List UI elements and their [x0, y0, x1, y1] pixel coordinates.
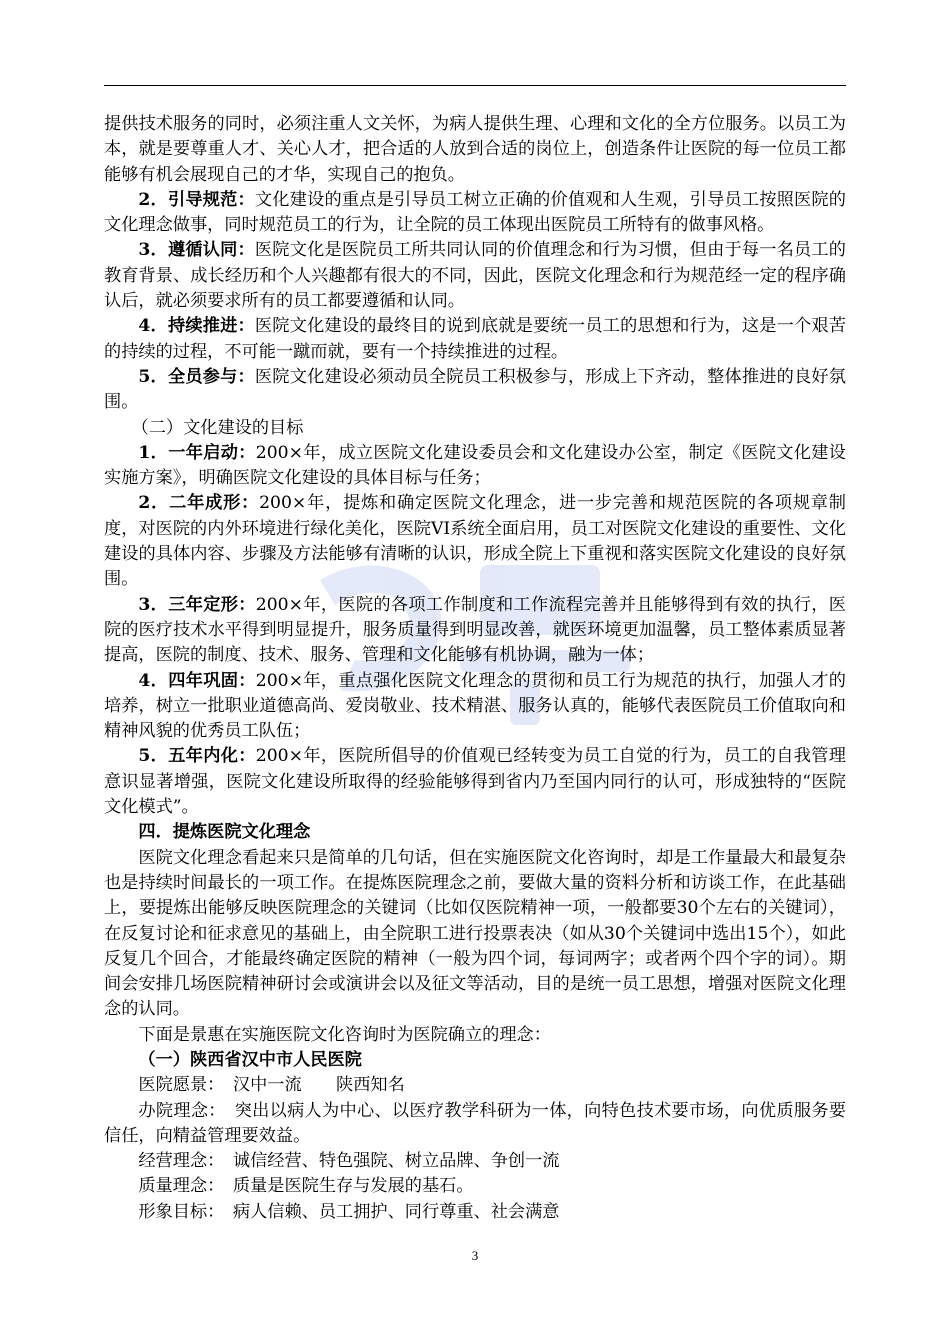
paragraph-lead: 1．一年启动：: [138, 442, 256, 463]
paragraph-text: 医院文化是医院员工所共同认同的价值理念和行为习惯，但由于每一名员工的教育背景、成长经历和个人兴趣都有很大的不同，因此，医院文化理念和行为规范经一定的程序确认后，就必须要求所有的员工都要遵循和认同。: [104, 240, 846, 312]
document-body: [104, 112, 846, 1225]
paragraph-lead: 3．三年定形：: [138, 594, 256, 615]
paragraph-text: 文化建设的重点是引导员工树立正确的价值观和人生观，引导员工按照医院的文化理念做事，同时规范员工的行为，让全院的员工体现出医院员工所特有的做事风格。: [104, 189, 846, 236]
paragraph-text: 经营理念： 诚信经营、特色强院、树立品牌、争创一流: [138, 1151, 560, 1172]
paragraph-lead: 四．提炼医院文化理念: [138, 822, 311, 843]
paragraph: [104, 441, 846, 492]
paragraph-text: 200×年，医院所倡导的价值观已经转变为员工自觉的行为，员工的自我管理意识显著增强，医院文化建设所取得的经验能够得到省内乃至国内同行的认可，形成独特的“医院文化模式”。: [104, 746, 846, 818]
header-rule: [104, 85, 846, 86]
paragraph-text: 医院文化建设的最终目的说到底就是要统一员工的思想和行为，这是一个艰苦的持续的过程，不可能一蹴而就，要有一个持续推进的过程。: [104, 316, 846, 362]
paragraph: [104, 1099, 846, 1150]
page-number: 3: [471, 1248, 479, 1263]
paragraph-lead: 2．引导规范：: [138, 189, 255, 210]
paragraph-lead: 5．全员参与：: [138, 366, 255, 387]
paragraph-text: 医院文化建设必须动员全院员工积极参与，形成上下齐动，整体推进的良好氛围。: [104, 366, 846, 413]
paragraph-lead: 4．四年巩固：: [138, 670, 256, 691]
paragraph-text: （二）文化建设的目标: [131, 417, 304, 438]
paragraph: [104, 1200, 846, 1225]
paragraph: [104, 846, 846, 1023]
paragraph-text: 200×年，重点强化医院文化理念的贯彻和员工行为规范的执行，加强人才的培养，树立一批职业道德高尚、爱岗敬业、技术精湛、服务认真的，能够代表医院员工价值取向和精神风貌的优秀员工队伍；: [104, 670, 846, 742]
paragraph-lead: 5．五年内化：: [138, 746, 256, 767]
paragraph-text: 提供技术服务的同时，必须注重人文关怀，为病人提供生理、心理和文化的全方位服务。以员工为本，就是要尊重人才、关心人才，把合适的人放到合适的岗位上，创造条件让医院的每一位员工都能够有机会展现自己的才华，实现自己的抱负。: [104, 114, 846, 185]
paragraph: [104, 1023, 846, 1048]
paragraph: [104, 112, 846, 188]
paragraph: [104, 1073, 846, 1098]
paragraph-text: 200×年，成立医院文化建设委员会和文化建设办公室，制定《医院文化建设实施方案》，明确医院文化建设的具体目标与任务；: [104, 442, 846, 489]
paragraph: [104, 1048, 846, 1073]
paragraph: [104, 1149, 846, 1174]
paragraph-lead: 2．二年成形：: [138, 493, 260, 514]
paragraph: [104, 188, 846, 239]
paragraph: [104, 820, 846, 845]
paragraph: [104, 416, 846, 441]
paragraph: [104, 593, 846, 669]
paragraph-text: 医院愿景： 汉中一流 陕西知名: [138, 1075, 405, 1096]
paragraph-lead: 4．持续推进：: [138, 316, 255, 337]
paragraph: [104, 1174, 846, 1199]
paragraph-text: 医院文化理念看起来只是简单的几句话，但在实施医院文化咨询时，却是工作量最大和最复杂也是持续时间最长的一项工作。在提炼医院理念之前，要做大量的资料分析和访谈工作，在此基础上，要提炼出能够反映医院理念的关键词（比如仅医院精神一项，一般都要30个左右的关键词），在反复讨论和征求意见的基础上，由全院职工进行投票表决（如从30个关键词中选出15个），如此反复几个回合，才能最终确定医院的精神（一般为四个词，每词两字；或者两个四个字的词）。期间会安排几场医院精神研讨会或演讲会以及征文等活动，目的是统一员工思想，增强对医院文化理念的认同。: [104, 847, 846, 1020]
paragraph-lead: 3．遵循认同：: [138, 240, 255, 261]
paragraph: [104, 314, 846, 365]
paragraph-text: 质量理念： 质量是医院生存与发展的基石。: [138, 1176, 474, 1197]
paragraph-text: 200×年，医院的各项工作制度和工作流程完善并且能够得到有效的执行，医院的医疗技术水平得到明显提升，服务质量得到明显改善，就医环境更加温馨，员工整体素质显著提高，医院的制度、技术、服务、管理和文化能够有机协调，融为一体；: [104, 594, 846, 666]
paragraph: [104, 744, 846, 820]
paragraph-text: 形象目标： 病人信赖、员工拥护、同行尊重、社会满意: [138, 1201, 560, 1222]
paragraph: [104, 669, 846, 745]
paragraph: [104, 365, 846, 416]
paragraph-text: 200×年，提炼和确定医院文化理念，进一步完善和规范医院的各项规章制度，对医院的内外环境进行绿化美化，医院VI系统全面启用，员工对医院文化建设的重要性、文化建设的具体内容、步骤及方法能够有清晰的认识，形成全院上下重视和落实医院文化建设的良好氛围。: [104, 493, 846, 590]
paragraph: [104, 238, 846, 314]
paragraph: [104, 491, 846, 592]
paragraph-text: 办院理念： 突出以病人为中心、以医疗教学科研为一体，向特色技术要市场，向优质服务要信任，向精益管理要效益。: [104, 1100, 846, 1146]
paragraph-lead: （一）陕西省汉中市人民医院: [138, 1049, 362, 1070]
paragraph-text: 下面是景惠在实施医院文化咨询时为医院确立的理念：: [138, 1024, 551, 1045]
